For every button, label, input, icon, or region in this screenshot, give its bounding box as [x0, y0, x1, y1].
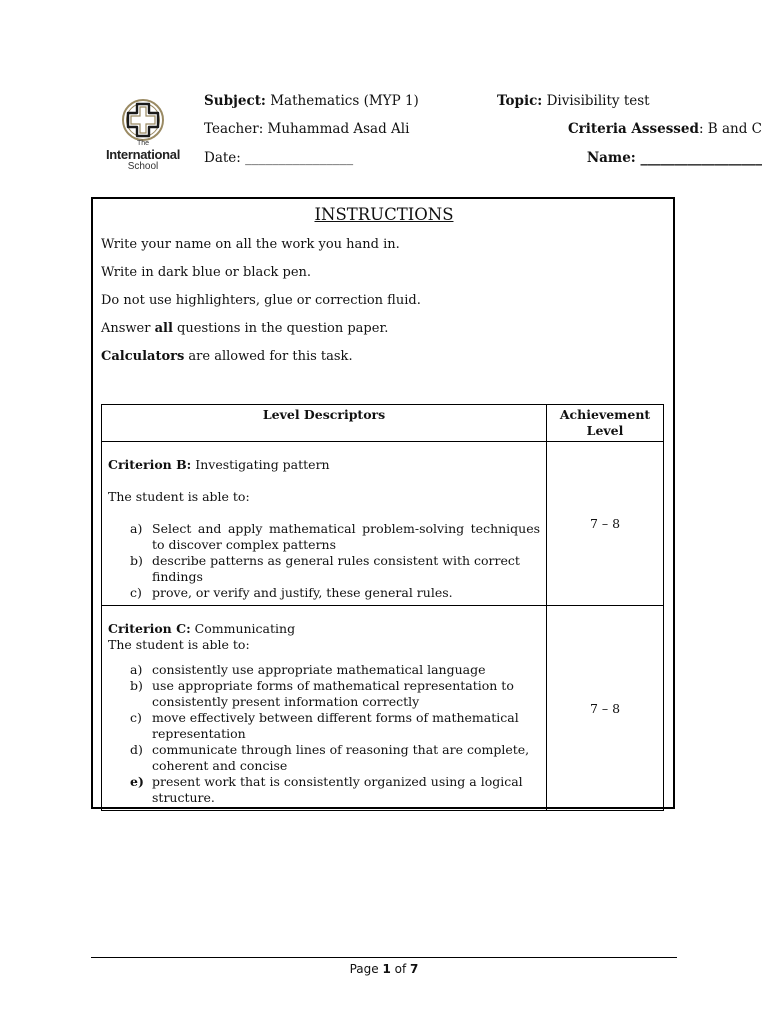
- criterion-b-cell: [102, 442, 547, 606]
- name-label: Name:: [586, 150, 636, 166]
- footer-divider: [91, 957, 677, 958]
- criteria-value: : B and C: [698, 121, 762, 137]
- table-row: [102, 606, 664, 811]
- page-of: of: [390, 962, 411, 976]
- instruction-line-4-pre: Answer: [101, 321, 155, 336]
- list-item: d) communicate through lines of reasoning that are complete, coherent and concise: [130, 742, 530, 773]
- instruction-line-1: Write your name on all the work you hand in.: [101, 237, 400, 252]
- list-item: c) prove, or verify and justify, these general rules.: [130, 585, 453, 600]
- instruction-line-2: Write in dark blue or black pen.: [101, 265, 312, 280]
- instruction-line-5-post: are allowed for this task.: [184, 349, 353, 364]
- list-item: a) consistently use appropriate mathematical language: [130, 662, 486, 677]
- list-item: a) Select and apply mathematical problem-solving techniques to discover complex patterns: [130, 521, 541, 552]
- criterion-c-title: Communicating: [190, 621, 296, 636]
- achievement-header-line-1: Achievement: [559, 407, 651, 422]
- criterion-b-intro: The student is able to:: [108, 489, 250, 504]
- list-item: b) use appropriate forms of mathematical representation to consistently present information correctly: [130, 678, 514, 709]
- table-row: [102, 442, 664, 606]
- teacher-field: Teacher: Muhammad Asad Ali: [204, 121, 410, 137]
- instructions-title: INSTRUCTIONS: [314, 205, 454, 224]
- criterion-b-list: [108, 521, 540, 601]
- topic-value: Divisibility test: [542, 93, 650, 109]
- criterion-b-level: 7 – 8: [547, 442, 664, 606]
- criterion-c-list: [108, 662, 540, 806]
- instruction-line-5: [101, 349, 353, 364]
- subject-label: Subject:: [204, 93, 266, 109]
- criterion-b-title: Investigating pattern: [191, 457, 330, 472]
- logo-text-school: School: [127, 161, 159, 172]
- criterion-c-level: 7 – 8: [547, 606, 664, 811]
- page-current: 1: [382, 962, 391, 976]
- page-total: 7: [410, 962, 419, 976]
- name-field[interactable]: [587, 150, 762, 166]
- subject-field: [204, 93, 419, 109]
- criterion-b-label: Criterion B:: [108, 457, 192, 472]
- instruction-line-4-bold: all: [154, 321, 173, 336]
- instruction-line-4-post: questions in the question paper.: [172, 321, 389, 336]
- subject-value: Mathematics (MYP 1): [265, 93, 419, 109]
- topic-field: [497, 93, 650, 109]
- criterion-c-label: Criterion C:: [108, 621, 191, 636]
- achievement-header-line-2: Level: [586, 423, 624, 438]
- criteria-label: Criteria Assessed: [567, 121, 699, 137]
- school-logo: [96, 96, 190, 178]
- level-descriptors-table: [101, 404, 664, 811]
- level-descriptors-header: Level Descriptors: [102, 405, 547, 442]
- page-label: Page: [349, 962, 383, 976]
- list-item: b) describe patterns as general rules consistent with correct findings: [130, 553, 520, 584]
- page-number: [0, 962, 768, 976]
- date-label: Date:: [204, 150, 246, 166]
- logo-text-the: The: [136, 140, 150, 147]
- instruction-line-3: Do not use highlighters, glue or correction fluid.: [101, 293, 421, 308]
- criteria-field: [568, 121, 762, 137]
- logo-text-international: International: [105, 147, 181, 162]
- criterion-c-cell: [102, 606, 547, 811]
- topic-label: Topic:: [497, 93, 543, 109]
- table-header-row: [102, 405, 664, 442]
- list-item: e) present work that is consistently organized using a logical structure.: [130, 774, 523, 805]
- date-blank[interactable]: ________________: [245, 150, 354, 166]
- achievement-level-header: [547, 405, 664, 442]
- criterion-c-intro: The student is able to:: [108, 637, 250, 652]
- list-item: c) move effectively between different forms of mathematical representation: [130, 710, 519, 741]
- instruction-line-5-bold: Calculators: [101, 349, 185, 364]
- date-field[interactable]: [204, 150, 353, 166]
- instruction-line-4: [101, 321, 388, 336]
- name-blank[interactable]: __________________: [635, 150, 762, 166]
